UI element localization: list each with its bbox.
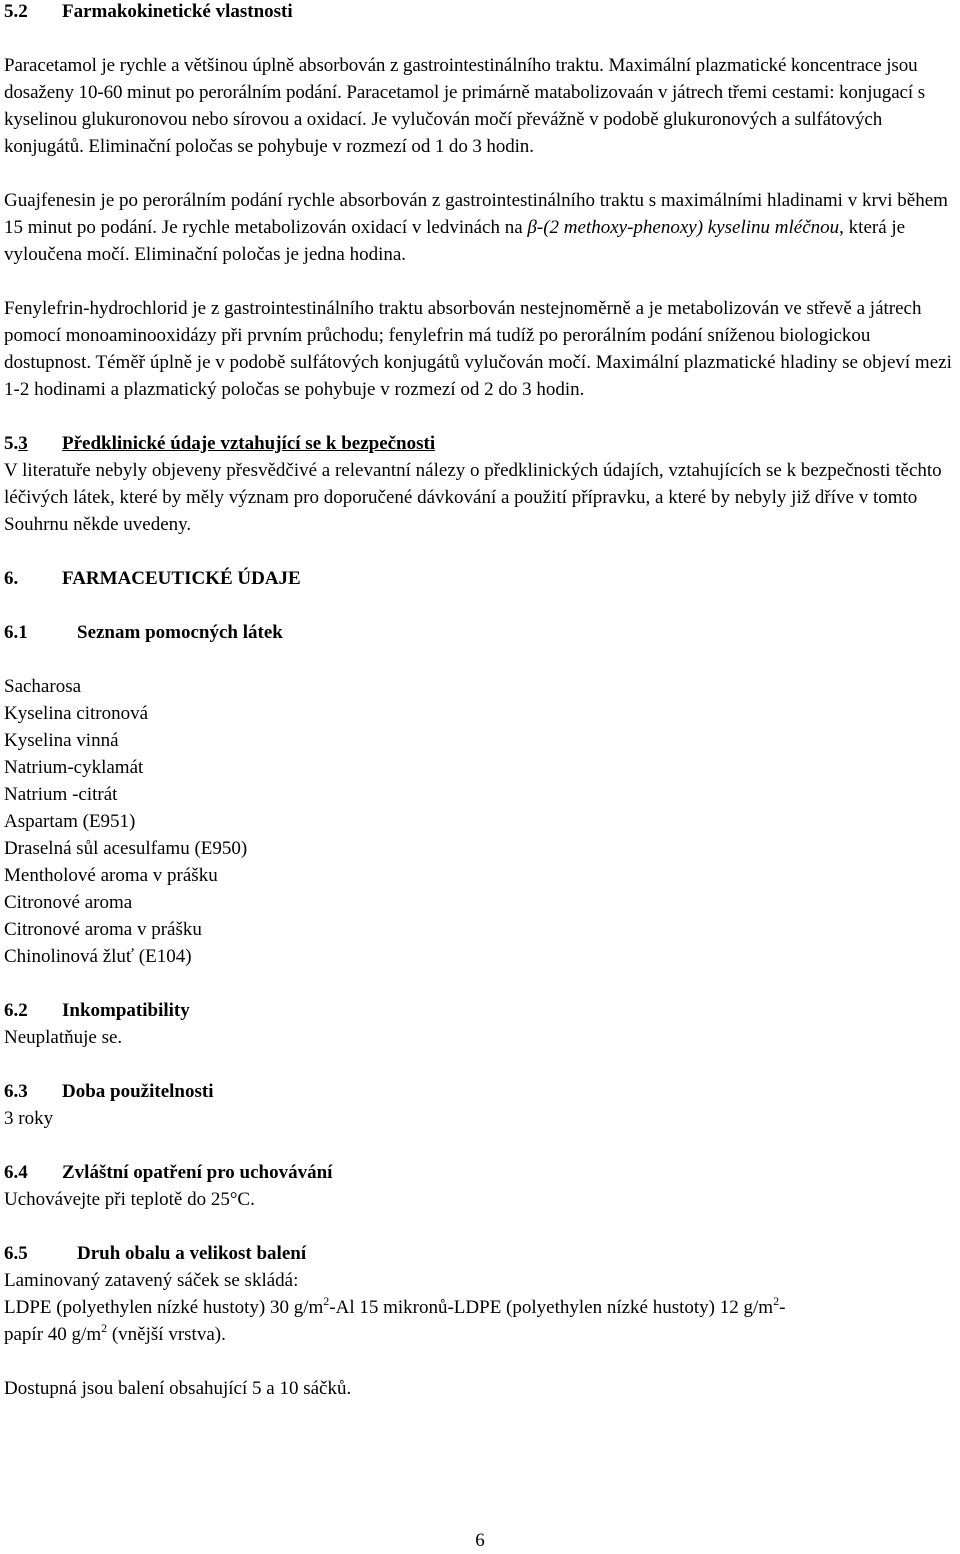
section-5-3-heading: [4, 430, 958, 457]
section-number: 6.5: [4, 1243, 28, 1264]
container-line-2: LDPE (polyethylen nízké hustoty) 30 $g/m^2-Al$ 15 mikronů-LDPE (polyethylen nízké hustoty) 12 $g/m^2-$: [4, 1293, 786, 1318]
section-number: 6.2: [4, 1000, 28, 1021]
storage-text: Uchovávejte při teplotě do 25°C.: [4, 1189, 255, 1210]
paracetamol-paragraph: Paracetamol je rychle a většinou úplně absorbován z gastrointestinálního traktu. Maximální plazmatické koncentrace jsou dosaženy 10-60 minut po perorálním podání. Paracetamol je primárně matabolizovaán v játrech třemi cestami: konjugací s kyselinou glukuronovou nebo sírovou a oxidací. Je vylučován močí převážně v podobě glukuronových a sulfátových konjugátů. Eliminační poločas se pohybuje v rozmezí od 1 do 3 hodin.: [4, 55, 926, 157]
preclinical-paragraph: V literatuře nebyly objeveny přesvědčivé a relevantní nálezy o předklinických údajích, vztahujících se k bezpečnosti těchto léčivých látek, které by měly význam pro doporučené dávkování a použití přípravku, a které by nebyly již dříve v tomto Souhrnu někde uvedeny.: [4, 460, 942, 535]
list-item: Natrium -citrát: [4, 784, 118, 805]
section-number: 6.: [4, 568, 19, 589]
section-number: 5.2: [4, 1, 28, 22]
phenylephrine-paragraph: Fenylefrin-hydrochlorid je z gastrointestinálního traktu absorbován nestejnoměrně a je metabolizován ve střevě a játrech pomocí monoaminooxidázy při prvním průchodu; fenylefrin má tudíž po perorálním podání sníženou biologickou dostupnost. Téměř úplně je v podobě sulfátových konjugátů vylučován močí. Maximální plazmatické hladiny se objeví mezi 1-2 hodinami a plazmatický poločas se pohybuje v rozmezí od 2 do 3 hodin.: [4, 298, 952, 400]
section-title: Předklinické údaje vztahující se k bezpečnosti: [62, 433, 436, 454]
section-6-5-heading: [4, 1240, 958, 1267]
section-6-1-heading: [4, 619, 958, 646]
list-item: Draselná sůl acesulfamu (E950): [4, 838, 248, 859]
incompatibilities-text: Neuplatňuje se.: [4, 1027, 123, 1048]
italic-compound-name: β-(2 methoxy-phenoxy) kyselinu mléčnou: [527, 217, 840, 238]
shelf-life-text: 3 roky: [4, 1108, 54, 1129]
section-6-2-heading: [4, 997, 958, 1024]
pack-sizes-text: Dostupná jsou balení obsahující 5 a 10 sáčků.: [4, 1378, 352, 1399]
list-item: Aspartam (E951): [4, 811, 136, 832]
container-line-3: papír 40 $g/m^2$ (vnější vrstva).: [4, 1320, 226, 1345]
section-number: 6.1: [4, 622, 28, 643]
list-item: Natrium-cyklamát: [4, 757, 144, 778]
section-6-3-heading: [4, 1078, 958, 1105]
section-title: Druh obalu a velikost balení: [77, 1243, 307, 1264]
section-title: FARMACEUTICKÉ ÚDAJE: [62, 568, 301, 589]
section-6-4-heading: [4, 1159, 958, 1186]
list-item: Sacharosa: [4, 676, 82, 697]
section-title: Inkompatibility: [62, 1000, 190, 1021]
section-title: Zvláštní opatření pro uchovávání: [62, 1162, 333, 1183]
section-number: 6.3: [4, 1081, 28, 1102]
guaifenesin-paragraph: Guajfenesin je po perorálním podání rychle absorbován z gastrointestinálního traktu s maximálními hladinami v krvi během 15 minut po podání. Je rychle metabolizován oxidací v ledvinách na β-(2 methoxy-phenoxy) kyselinu mléčnou, která je vyloučena močí. Eliminační poločas je jedna hodina.: [4, 190, 948, 265]
list-item: Chinolinová žluť (E104): [4, 946, 192, 967]
list-item: Mentholové aroma v prášku: [4, 865, 218, 886]
section-number: 6.4: [4, 1162, 28, 1183]
container-line-1: Laminovaný zatavený sáček se skládá:: [4, 1270, 299, 1291]
section-number: 5.3: [4, 433, 28, 454]
document-page: [4, 0, 958, 1402]
list-item: Kyselina vinná: [4, 730, 119, 751]
excipients-list: [4, 673, 958, 970]
list-item: Citronové aroma: [4, 892, 133, 913]
section-title: Seznam pomocných látek: [77, 622, 283, 643]
section-6-heading: [4, 565, 958, 592]
page-number: 6: [475, 1530, 485, 1551]
section-title: Farmakokinetické vlastnosti: [62, 1, 293, 22]
section-title: Doba použitelnosti: [62, 1081, 214, 1102]
section-5-2-heading: [4, 0, 958, 25]
list-item: Citronové aroma v prášku: [4, 919, 202, 940]
list-item: Kyselina citronová: [4, 703, 149, 724]
